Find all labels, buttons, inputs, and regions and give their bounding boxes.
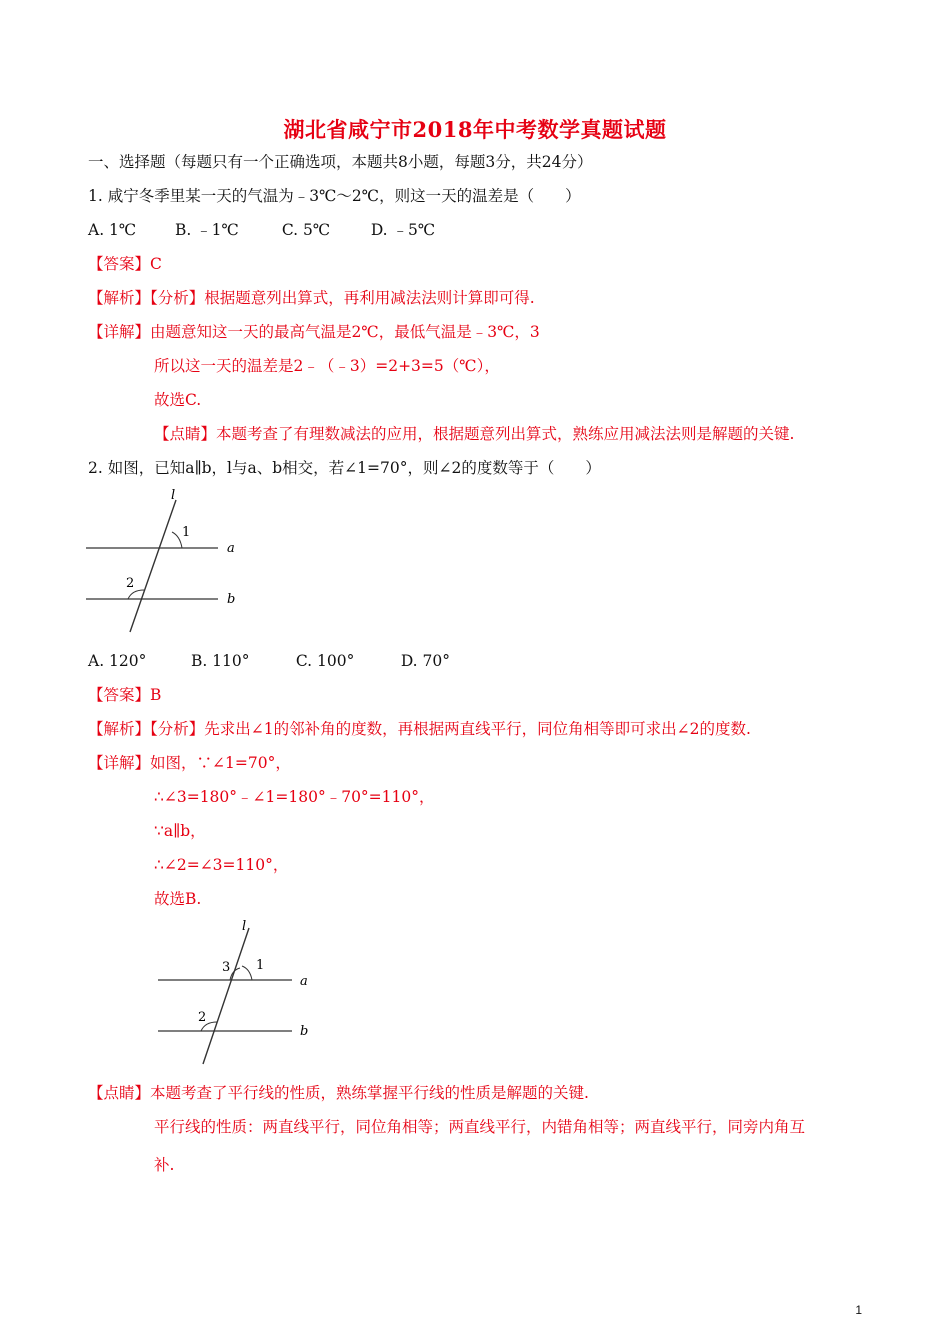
label-2: 2 [198, 1010, 207, 1025]
q2-detail-line-2: ∴∠3=180°﹣∠1=180°﹣70°=110°， [154, 788, 435, 806]
label-a: a [300, 974, 308, 989]
q1-choice-b: B. ﹣1℃ [174, 221, 239, 239]
label-a: a [227, 541, 235, 556]
q2-detail-line-5: 故选B. [154, 890, 202, 908]
q1-detail-line-3: 故选C. [154, 391, 202, 409]
q1-choice-a: A. 1℃ [88, 221, 137, 239]
q2-stem: 2. 如图，已知a∥b，l与a、b相交，若∠1=70°，则∠2的度数等于（ ） [88, 459, 601, 477]
q2-answer-tag: 【答案】 [88, 686, 151, 704]
q2-comment-line-2: 平行线的性质：两直线平行，同位角相等；两直线平行，内错角相等；两直线平行，同旁内角互 [154, 1118, 806, 1136]
q2-choice-c: C. 100° [295, 652, 355, 670]
q1-answer [88, 254, 162, 274]
section-heading: 一、选择题（每题只有一个正确选项，本题共8小题，每题3分，共24分） [88, 153, 593, 171]
label-2: 2 [126, 576, 135, 591]
q1-analysis [88, 288, 535, 308]
label-b: b [227, 592, 236, 607]
q2-detail-tag: 【详解】 [88, 754, 151, 772]
q2-detail-line-1: 如图，∵∠1=70°， [150, 754, 291, 772]
q1-analysis-tag: 【解析】 [88, 289, 151, 307]
q2-detail-line-4: ∴∠2=∠3=110°， [154, 856, 289, 874]
page-number: 1 [855, 1303, 862, 1317]
q2-analysis [88, 719, 751, 739]
q2-choice-d: D. 70° [400, 652, 451, 670]
q2-figure-1 [84, 486, 254, 636]
q2-answer-value: B [150, 686, 162, 704]
q1-choice-d: D. ﹣5℃ [370, 221, 436, 239]
q1-detail-line-2: 所以这一天的温差是2﹣（﹣3）=2+3=5（℃）， [154, 357, 500, 375]
line-l [203, 928, 249, 1064]
q2-figure-2 [156, 918, 326, 1068]
q1-detail [88, 322, 540, 342]
q1-comment-text: 本题考查了有理数减法的应用，根据题意列出算式，熟练应用减法法则是解题的关键. [216, 425, 795, 443]
page-title: 湖北省咸宁市2018年中考数学真题试题 [283, 117, 667, 142]
label-3: 3 [222, 960, 231, 975]
q1-choices [88, 220, 435, 240]
q2-analysis-text: 【分析】先求出∠1的邻补角的度数，再根据两直线平行，同位角相等即可求出∠2的度数. [150, 720, 751, 738]
q1-stem: 1. 咸宁冬季里某一天的气温为﹣3℃～2℃，则这一天的温差是（ ） [88, 187, 581, 205]
q1-comment [154, 424, 794, 444]
line-l [130, 500, 176, 632]
angle-1-arc [242, 966, 252, 980]
q1-choice-c: C. 5℃ [281, 221, 331, 239]
q2-comment-line-3: 补. [154, 1156, 175, 1174]
label-1: 1 [182, 525, 191, 540]
q2-choices [88, 651, 450, 671]
q2-detail [88, 753, 291, 773]
angle-1-arc [172, 532, 182, 548]
q1-answer-value: C [150, 255, 162, 273]
q1-analysis-text: 【分析】根据题意列出算式，再利用减法法则计算即可得. [150, 289, 535, 307]
q2-comment-tag: 【点睛】 [88, 1084, 151, 1102]
q2-choice-a: A. 120° [88, 652, 147, 670]
q1-comment-tag: 【点睛】 [154, 425, 217, 443]
label-1: 1 [256, 958, 265, 973]
label-l: l [171, 488, 176, 503]
q1-detail-line-1: 由题意知这一天的最高气温是2℃，最低气温是﹣3℃，3 [150, 323, 540, 341]
q2-comment-line-1: 本题考查了平行线的性质，熟练掌握平行线的性质是解题的关键. [150, 1084, 589, 1102]
q2-detail-line-3: ∵a∥b， [154, 822, 206, 840]
q2-comment [88, 1083, 589, 1103]
q2-analysis-tag: 【解析】 [88, 720, 151, 738]
q1-answer-tag: 【答案】 [88, 255, 151, 273]
label-l: l [242, 919, 247, 934]
q1-detail-tag: 【详解】 [88, 323, 151, 341]
q2-answer [88, 685, 161, 705]
q2-choice-b: B. 110° [190, 652, 250, 670]
label-b: b [300, 1024, 309, 1039]
